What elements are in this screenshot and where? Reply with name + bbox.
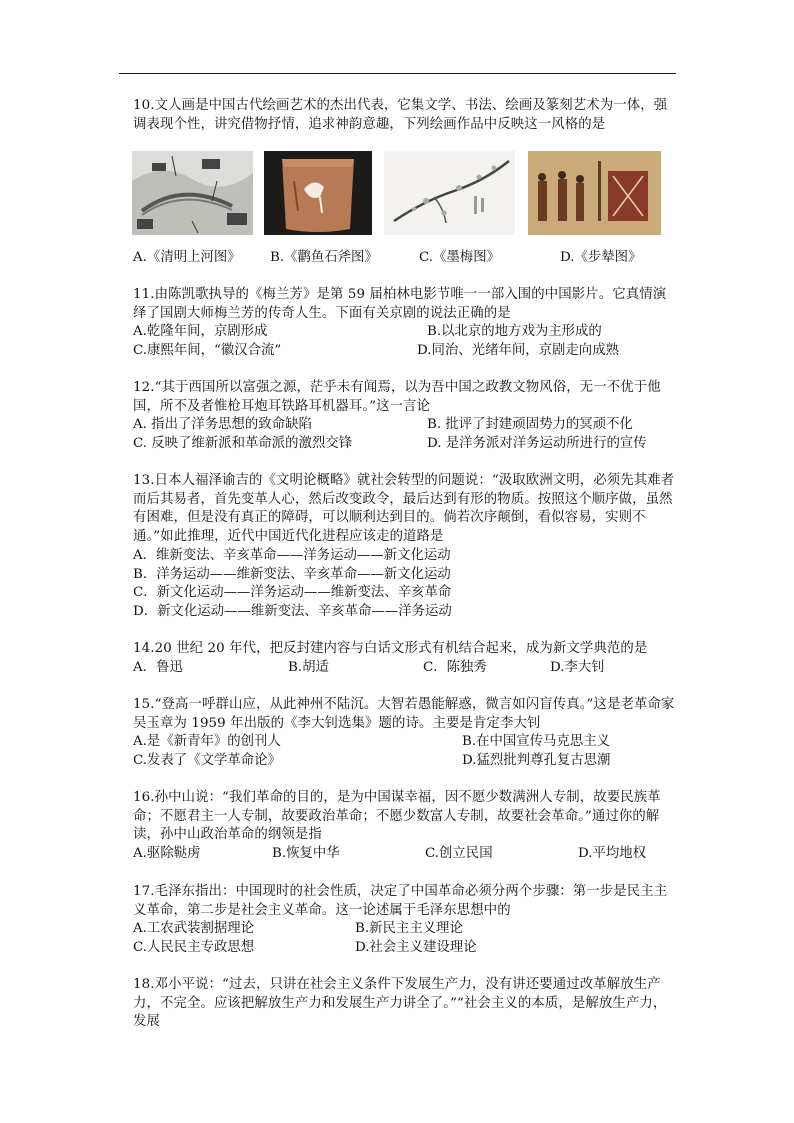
option-a[interactable]: A．维新变法、辛亥革命——洋务运动——新文化运动	[133, 547, 451, 563]
option-d[interactable]: D.《步辇图》	[560, 250, 642, 265]
question-13-stem: 13.日本人福泽谕吉的《文明论概略》就社会转型的问题说：“汲取欧洲文明，必须先其难者而后其易者，首先变革人心，然后改变政令，最后达到有形的物质。按照这个顺序做，虽然有困难，但是没有真正的障碍，可以顺利达到目的。倘若次序颠倒，看似容易，实则不通。”如此推理，近代中国近代化进程应该走的道路是	[133, 473, 675, 545]
option-b[interactable]: B.以北京的地方戏为主形成的	[427, 324, 602, 340]
question-10-images	[132, 151, 662, 237]
question-17	[133, 883, 678, 958]
question-16	[133, 789, 678, 864]
option-a[interactable]: A．鲁迅	[133, 659, 183, 675]
option-d[interactable]: D.社会主义建设理论	[355, 940, 477, 956]
question-11-options-row-2	[133, 342, 678, 361]
question-13	[133, 472, 678, 622]
option-b[interactable]: B.恢复中华	[272, 846, 340, 862]
question-12-stem: 12.“其于西国所以富强之源，茫乎未有闻焉，以为吾中国之政教文物风俗，无一不优于他国，所不及者惟枪耳炮耳铁路耳机器耳。”这一言论	[133, 380, 661, 414]
header-rule	[119, 73, 676, 74]
question-11	[133, 286, 678, 361]
option-d[interactable]: D.平均地权	[578, 846, 647, 862]
question-12-options-row-2	[133, 435, 678, 454]
question-18-stem: 18.邓小平说：“过去，只讲在社会主义条件下发展生产力，没有讲还要通过改革解放生产力，不完全。应该把解放生产力和发展生产力讲全了。”“社会主义的本质，是解放生产力，发展	[133, 977, 667, 1030]
option-b[interactable]: B. 批评了封建顽固势力的冥顽不化	[427, 417, 633, 433]
option-a[interactable]: A.驱除鞑虏	[133, 846, 201, 862]
question-17-options-row-1	[133, 920, 678, 939]
question-10	[133, 97, 678, 134]
option-a[interactable]: A.乾隆年间，京剧形成	[133, 324, 268, 340]
question-15-options-row-2	[133, 752, 678, 771]
question-12	[133, 379, 678, 454]
question-12-options-row-1	[133, 416, 678, 435]
option-c[interactable]: C. 反映了维新派和革命派的激烈交锋	[133, 436, 353, 452]
option-d[interactable]: D.同治、光绪年间，京剧走向成熟	[417, 343, 619, 359]
option-d[interactable]: D. 是洋务派对洋务运动所进行的宣传	[427, 436, 647, 452]
question-10-stem: 10.文人画是中国古代绘画艺术的杰出代表，它集文学、书法、绘画及篆刻艺术为一体，强调表现个性，讲究借物抒情，追求神韵意趣，下列绘画作品中反映这一风格的是	[133, 98, 668, 132]
question-18	[133, 976, 678, 1032]
bunian-procession-painting-image	[528, 151, 661, 235]
option-b[interactable]: B.在中国宣传马克思主义	[462, 734, 611, 750]
option-b[interactable]: B.胡适	[288, 659, 329, 675]
option-a[interactable]: A.《清明上河图》	[133, 250, 241, 265]
question-17-stem: 17.毛泽东指出：中国现时的社会性质，决定了中国革命必须分两个步骤：第一步是民主主义革命，第二步是社会主义革命。这一论述属于毛泽东思想中的	[133, 884, 668, 918]
option-b[interactable]: B.新民主主义理论	[355, 921, 463, 937]
question-16-options	[133, 845, 678, 864]
question-15	[133, 696, 678, 771]
question-14-stem: 14.20 世纪 20 年代，把反封建内容与白话文形式有机结合起来，成为新文学典范的是	[133, 641, 648, 656]
option-c[interactable]: C．陈独秀	[423, 659, 487, 675]
option-b[interactable]: B.《鹳鱼石斧图》	[270, 250, 378, 265]
option-a[interactable]: A. 指出了洋务思想的致命缺陷	[133, 417, 312, 433]
question-14-options	[133, 659, 678, 678]
option-c[interactable]: C．新文化运动——洋务运动——维新变法、辛亥革命	[133, 585, 452, 601]
question-15-stem: 15.“登高一呼群山应，从此神州不陆沉。大智若愚能解惑，微言如闪盲传真。”这是老革命家吴玉章为 1959 年出版的《李大钊选集》题的诗。主要是肯定李大钊	[133, 697, 675, 731]
option-a[interactable]: A.是《新青年》的创刊人	[133, 734, 281, 750]
option-a[interactable]: A.工农武装割据理论	[133, 921, 255, 937]
option-c[interactable]: C.《墨梅图》	[419, 250, 500, 265]
question-11-options-row-1	[133, 323, 678, 342]
option-d[interactable]: D.李大钊	[550, 659, 605, 675]
question-13-option-b-row	[133, 566, 678, 585]
question-17-options-row-2	[133, 939, 678, 958]
option-c[interactable]: C.康熙年间，“徽汉合流”	[133, 343, 282, 359]
option-c[interactable]: C.人民民主专政思想	[133, 940, 255, 956]
question-13-option-d-row	[133, 603, 678, 622]
heron-fish-stone-axe-pottery-image	[264, 151, 372, 235]
option-d[interactable]: D.猛烈批判尊孔复古思潮	[462, 753, 611, 769]
question-13-option-a-row	[133, 547, 678, 566]
option-c[interactable]: C.发表了《文学革命论》	[133, 753, 281, 769]
option-d[interactable]: D．新文化运动——维新变法、辛亥革命——洋务运动	[133, 603, 452, 619]
ink-plum-painting-image	[384, 151, 515, 235]
qingming-shanghe-scroll-image	[132, 151, 253, 235]
question-16-stem: 16.孙中山说：“我们革命的目的，是为中国谋幸福，因不愿少数满洲人专制，故要民族革命；不愿君主一人专制，故要政治革命；不愿少数富人专制，故要社会革命。”通过你的解读，孙中山政治革命的纲领是指	[133, 790, 661, 843]
question-14	[133, 640, 678, 677]
option-c[interactable]: C.创立民国	[425, 846, 493, 862]
question-11-stem: 11.由陈凯歌执导的《梅兰芳》是第 59 届柏林电影节唯一一部入围的中国影片。它真情演绎了国剧大师梅兰芳的传奇人生。下面有关京剧的说法正确的是	[133, 287, 667, 321]
question-13-option-c-row	[133, 584, 678, 603]
question-15-options-row-1	[133, 733, 678, 752]
option-b[interactable]: B．洋务运动——维新变法、辛亥革命——新文化运动	[133, 566, 451, 582]
